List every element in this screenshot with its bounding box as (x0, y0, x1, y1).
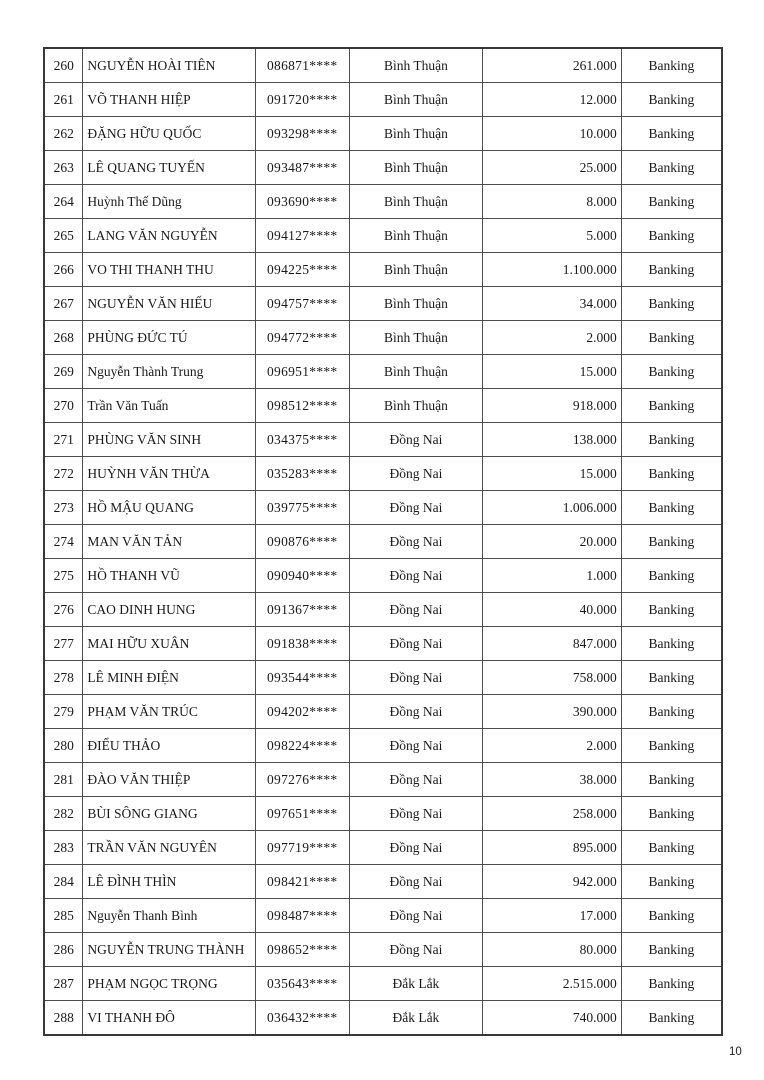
cell-amount: 10.000 (483, 117, 622, 151)
cell-phone-masked: 091367**** (255, 593, 349, 627)
cell-donor-name: LÊ MINH ĐIỆN (83, 661, 255, 695)
cell-row-number: 279 (44, 695, 83, 729)
cell-donor-name: VÕ THANH HIỆP (83, 83, 255, 117)
cell-province: Đồng Nai (349, 457, 483, 491)
cell-province: Đồng Nai (349, 797, 483, 831)
cell-province: Đồng Nai (349, 695, 483, 729)
cell-payment-method: Banking (621, 185, 722, 219)
table-row (44, 525, 722, 559)
cell-amount: 2.000 (483, 321, 622, 355)
cell-donor-name: HỒ MẬU QUANG (83, 491, 255, 525)
cell-amount: 258.000 (483, 797, 622, 831)
cell-row-number: 262 (44, 117, 83, 151)
cell-amount: 1.006.000 (483, 491, 622, 525)
cell-donor-name: HỒ THANH VŨ (83, 559, 255, 593)
cell-donor-name: PHÙNG ĐỨC TÚ (83, 321, 255, 355)
donor-table (43, 47, 723, 1036)
cell-province: Bình Thuận (349, 219, 483, 253)
cell-phone-masked: 090876**** (255, 525, 349, 559)
table-row (44, 321, 722, 355)
cell-amount: 740.000 (483, 1001, 622, 1036)
table-row (44, 355, 722, 389)
cell-phone-masked: 098224**** (255, 729, 349, 763)
cell-donor-name: Nguyễn Thành Trung (83, 355, 255, 389)
cell-province: Đồng Nai (349, 525, 483, 559)
cell-amount: 15.000 (483, 355, 622, 389)
cell-donor-name: MAI HỮU XUÂN (83, 627, 255, 661)
table-row (44, 865, 722, 899)
cell-province: Bình Thuận (349, 48, 483, 83)
cell-donor-name: LANG VĂN NGUYỄN (83, 219, 255, 253)
cell-amount: 2.000 (483, 729, 622, 763)
cell-amount: 80.000 (483, 933, 622, 967)
cell-phone-masked: 094772**** (255, 321, 349, 355)
cell-payment-method: Banking (621, 253, 722, 287)
cell-amount: 12.000 (483, 83, 622, 117)
cell-donor-name: LÊ QUANG TUYẾN (83, 151, 255, 185)
cell-payment-method: Banking (621, 48, 722, 83)
cell-donor-name: NGUYỄN VĂN HIẾU (83, 287, 255, 321)
table-row (44, 661, 722, 695)
table-row (44, 389, 722, 423)
cell-province: Bình Thuận (349, 117, 483, 151)
cell-amount: 5.000 (483, 219, 622, 253)
cell-donor-name: LÊ ĐÌNH THÌN (83, 865, 255, 899)
cell-amount: 942.000 (483, 865, 622, 899)
cell-row-number: 268 (44, 321, 83, 355)
cell-row-number: 284 (44, 865, 83, 899)
cell-donor-name: ĐIỂU THẢO (83, 729, 255, 763)
cell-phone-masked: 096951**** (255, 355, 349, 389)
cell-phone-masked: 093544**** (255, 661, 349, 695)
cell-amount: 918.000 (483, 389, 622, 423)
cell-payment-method: Banking (621, 763, 722, 797)
cell-phone-masked: 094202**** (255, 695, 349, 729)
cell-province: Đồng Nai (349, 559, 483, 593)
cell-payment-method: Banking (621, 457, 722, 491)
cell-amount: 25.000 (483, 151, 622, 185)
table-row (44, 593, 722, 627)
cell-province: Đồng Nai (349, 661, 483, 695)
cell-province: Bình Thuận (349, 355, 483, 389)
cell-province: Đồng Nai (349, 831, 483, 865)
table-row (44, 48, 722, 83)
cell-phone-masked: 035283**** (255, 457, 349, 491)
cell-row-number: 282 (44, 797, 83, 831)
cell-amount: 847.000 (483, 627, 622, 661)
cell-payment-method: Banking (621, 593, 722, 627)
table-row (44, 83, 722, 117)
cell-row-number: 277 (44, 627, 83, 661)
cell-phone-masked: 091720**** (255, 83, 349, 117)
cell-province: Bình Thuận (349, 185, 483, 219)
cell-phone-masked: 098487**** (255, 899, 349, 933)
cell-row-number: 266 (44, 253, 83, 287)
table-row (44, 151, 722, 185)
table-row (44, 253, 722, 287)
cell-donor-name: ĐÀO VĂN THIỆP (83, 763, 255, 797)
cell-phone-masked: 090940**** (255, 559, 349, 593)
cell-amount: 390.000 (483, 695, 622, 729)
cell-payment-method: Banking (621, 83, 722, 117)
cell-amount: 1.100.000 (483, 253, 622, 287)
cell-donor-name: PHÙNG VĂN SINH (83, 423, 255, 457)
table-row (44, 729, 722, 763)
cell-phone-masked: 093298**** (255, 117, 349, 151)
cell-province: Đồng Nai (349, 865, 483, 899)
cell-province: Bình Thuận (349, 389, 483, 423)
cell-phone-masked: 097719**** (255, 831, 349, 865)
table-row (44, 219, 722, 253)
cell-row-number: 271 (44, 423, 83, 457)
cell-payment-method: Banking (621, 355, 722, 389)
table-row (44, 797, 722, 831)
cell-row-number: 286 (44, 933, 83, 967)
cell-province: Đồng Nai (349, 627, 483, 661)
cell-row-number: 275 (44, 559, 83, 593)
cell-phone-masked: 039775**** (255, 491, 349, 525)
table-row (44, 763, 722, 797)
cell-row-number: 260 (44, 48, 83, 83)
cell-phone-masked: 094225**** (255, 253, 349, 287)
cell-phone-masked: 098421**** (255, 865, 349, 899)
cell-row-number: 274 (44, 525, 83, 559)
cell-donor-name: Trần Văn Tuấn (83, 389, 255, 423)
cell-payment-method: Banking (621, 933, 722, 967)
cell-amount: 38.000 (483, 763, 622, 797)
cell-province: Đồng Nai (349, 899, 483, 933)
cell-payment-method: Banking (621, 831, 722, 865)
cell-donor-name: PHẠM VĂN TRÚC (83, 695, 255, 729)
cell-donor-name: BÙI SÔNG GIANG (83, 797, 255, 831)
table-row (44, 695, 722, 729)
cell-amount: 15.000 (483, 457, 622, 491)
cell-donor-name: PHẠM NGỌC TRỌNG (83, 967, 255, 1001)
table-row (44, 899, 722, 933)
cell-payment-method: Banking (621, 729, 722, 763)
cell-donor-name: Huỳnh Thế Dũng (83, 185, 255, 219)
cell-amount: 895.000 (483, 831, 622, 865)
cell-donor-name: Nguyễn Thanh Bình (83, 899, 255, 933)
cell-row-number: 283 (44, 831, 83, 865)
cell-row-number: 264 (44, 185, 83, 219)
cell-phone-masked: 094757**** (255, 287, 349, 321)
table-row (44, 423, 722, 457)
cell-province: Bình Thuận (349, 287, 483, 321)
cell-donor-name: VI THANH ĐÔ (83, 1001, 255, 1036)
table-row (44, 491, 722, 525)
cell-province: Đồng Nai (349, 491, 483, 525)
cell-province: Bình Thuận (349, 253, 483, 287)
cell-donor-name: NGUYỄN HOÀI TIÊN (83, 48, 255, 83)
cell-payment-method: Banking (621, 967, 722, 1001)
table-row (44, 185, 722, 219)
cell-amount: 1.000 (483, 559, 622, 593)
table-row (44, 117, 722, 151)
cell-donor-name: VO THI THANH THU (83, 253, 255, 287)
cell-payment-method: Banking (621, 525, 722, 559)
cell-row-number: 278 (44, 661, 83, 695)
cell-amount: 20.000 (483, 525, 622, 559)
cell-phone-masked: 097276**** (255, 763, 349, 797)
cell-row-number: 265 (44, 219, 83, 253)
cell-province: Đắk Lắk (349, 967, 483, 1001)
cell-row-number: 276 (44, 593, 83, 627)
table-row (44, 627, 722, 661)
cell-amount: 138.000 (483, 423, 622, 457)
cell-payment-method: Banking (621, 151, 722, 185)
cell-phone-masked: 036432**** (255, 1001, 349, 1036)
cell-row-number: 261 (44, 83, 83, 117)
cell-payment-method: Banking (621, 389, 722, 423)
cell-phone-masked: 098652**** (255, 933, 349, 967)
cell-row-number: 273 (44, 491, 83, 525)
table-row (44, 933, 722, 967)
cell-row-number: 288 (44, 1001, 83, 1036)
cell-amount: 758.000 (483, 661, 622, 695)
cell-payment-method: Banking (621, 491, 722, 525)
cell-row-number: 285 (44, 899, 83, 933)
table-body (44, 48, 722, 1035)
cell-province: Đồng Nai (349, 763, 483, 797)
table-row (44, 967, 722, 1001)
cell-phone-masked: 035643**** (255, 967, 349, 1001)
cell-payment-method: Banking (621, 559, 722, 593)
table-row (44, 287, 722, 321)
page-number: 10 (729, 1046, 742, 1058)
cell-row-number: 263 (44, 151, 83, 185)
cell-amount: 261.000 (483, 48, 622, 83)
table-row (44, 457, 722, 491)
cell-row-number: 267 (44, 287, 83, 321)
cell-row-number: 287 (44, 967, 83, 1001)
cell-donor-name: ĐẶNG HỮU QUỐC (83, 117, 255, 151)
cell-donor-name: MAN VĂN TẢN (83, 525, 255, 559)
cell-donor-name: HUỲNH VĂN THỪA (83, 457, 255, 491)
cell-donor-name: CAO DINH HUNG (83, 593, 255, 627)
cell-province: Đồng Nai (349, 593, 483, 627)
table-row (44, 831, 722, 865)
cell-phone-masked: 093487**** (255, 151, 349, 185)
cell-phone-masked: 097651**** (255, 797, 349, 831)
cell-province: Đắk Lắk (349, 1001, 483, 1036)
cell-row-number: 270 (44, 389, 83, 423)
table-row (44, 1001, 722, 1036)
cell-province: Đồng Nai (349, 933, 483, 967)
cell-payment-method: Banking (621, 627, 722, 661)
cell-province: Bình Thuận (349, 151, 483, 185)
cell-amount: 17.000 (483, 899, 622, 933)
cell-province: Bình Thuận (349, 83, 483, 117)
cell-payment-method: Banking (621, 321, 722, 355)
cell-row-number: 281 (44, 763, 83, 797)
cell-phone-masked: 098512**** (255, 389, 349, 423)
cell-phone-masked: 094127**** (255, 219, 349, 253)
cell-province: Đồng Nai (349, 423, 483, 457)
cell-payment-method: Banking (621, 1001, 722, 1036)
cell-row-number: 272 (44, 457, 83, 491)
cell-phone-masked: 086871**** (255, 48, 349, 83)
cell-amount: 40.000 (483, 593, 622, 627)
cell-province: Bình Thuận (349, 321, 483, 355)
cell-donor-name: TRẦN VĂN NGUYÊN (83, 831, 255, 865)
cell-amount: 2.515.000 (483, 967, 622, 1001)
table-row (44, 559, 722, 593)
cell-donor-name: NGUYỄN TRUNG THÀNH (83, 933, 255, 967)
cell-amount: 34.000 (483, 287, 622, 321)
cell-amount: 8.000 (483, 185, 622, 219)
cell-payment-method: Banking (621, 899, 722, 933)
cell-phone-masked: 093690**** (255, 185, 349, 219)
cell-payment-method: Banking (621, 287, 722, 321)
cell-payment-method: Banking (621, 865, 722, 899)
cell-province: Đồng Nai (349, 729, 483, 763)
cell-payment-method: Banking (621, 797, 722, 831)
cell-payment-method: Banking (621, 695, 722, 729)
cell-payment-method: Banking (621, 423, 722, 457)
cell-payment-method: Banking (621, 219, 722, 253)
cell-row-number: 280 (44, 729, 83, 763)
cell-phone-masked: 091838**** (255, 627, 349, 661)
cell-payment-method: Banking (621, 661, 722, 695)
cell-payment-method: Banking (621, 117, 722, 151)
cell-phone-masked: 034375**** (255, 423, 349, 457)
cell-row-number: 269 (44, 355, 83, 389)
